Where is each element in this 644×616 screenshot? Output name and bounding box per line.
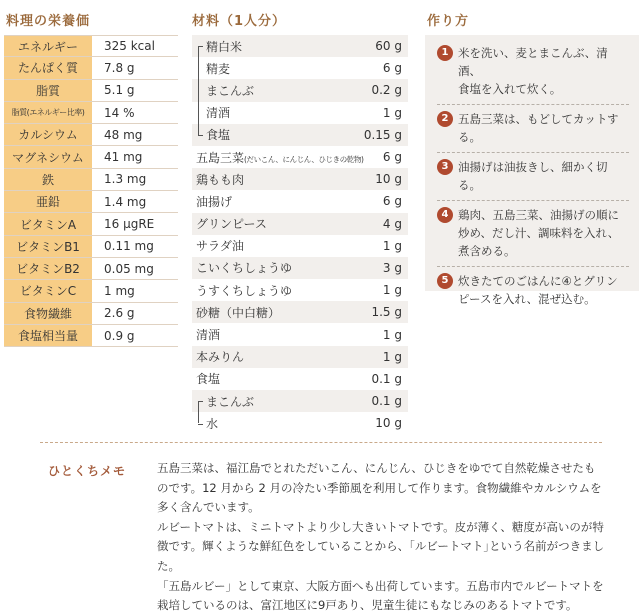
ingredient-name — [192, 304, 280, 321]
ingredient-amount: 10 g — [375, 172, 402, 187]
ingredient-name-text: 油揚げ — [196, 194, 233, 209]
ingredient-row — [192, 79, 408, 101]
nutrition-value: 16 μgRE — [104, 217, 155, 232]
nutrition-value: 48 mg — [104, 127, 143, 142]
nutrition-row — [4, 236, 178, 258]
ingredient-amount: 0.1 g — [371, 394, 402, 409]
ingredient-name-text: 砂糖（中白糖） — [196, 305, 281, 320]
nutrition-label: ビタミンB2 — [4, 258, 92, 279]
ingredient-amount: 6 g — [382, 61, 402, 76]
ingredient-amount: 6 g — [382, 194, 402, 209]
step-text-line: 炒め、だし汁、調味料を入れ、 — [458, 226, 620, 240]
ingredient-row — [192, 102, 408, 124]
nutrition-value: 7.8 g — [104, 60, 135, 75]
ingredient-amount: 1 g — [382, 105, 402, 120]
ingredient-amount: 10 g — [375, 416, 402, 431]
step-number-badge: 1 — [437, 45, 453, 61]
memo-line: 徴です。輝くような鮮紅色をしていることから、｢ルビートマト｣という名前がつきました。 — [157, 539, 605, 573]
ingredient-row — [192, 323, 408, 345]
ingredient-name-text: 水 — [206, 416, 219, 431]
ingredient-bracket — [198, 46, 199, 135]
nutrition-row — [4, 325, 178, 347]
ingredient-row — [192, 168, 408, 190]
ingredient-name-text: 五島三菜 — [196, 150, 245, 165]
nutrition-value: 41 mg — [104, 150, 143, 165]
nutrition-value: 325 kcal — [104, 39, 155, 54]
ingredient-row — [192, 213, 408, 235]
memo-line: ルビートマトは、ミニトマトより少し大きいトマトです。皮が薄く、糖度が高いのが特 — [157, 519, 604, 534]
nutrition-row — [4, 102, 178, 124]
ingredient-amount: 1 g — [382, 327, 402, 342]
nutrition-value: 5.1 g — [104, 83, 135, 98]
ingredient-name — [192, 149, 364, 166]
memo-line: 「五島ルビー」として東京、大阪方面へも出荷しています。五島市内でルビートマトを — [157, 578, 604, 593]
ingredient-note: (だいこん、にんじん、ひじきの乾物) — [244, 154, 364, 164]
ingredient-row — [192, 390, 408, 412]
memo-line: 多く含んでいます。 — [157, 500, 260, 515]
ingredient-name-text: 清酒 — [206, 106, 231, 121]
nutrition-value: 1.4 mg — [104, 194, 147, 209]
ingredient-row — [192, 368, 408, 390]
ingredient-name-text: 鶏もも肉 — [196, 172, 245, 187]
ingredient-bracket — [198, 401, 199, 423]
nutrition-heading: 料理の栄養価 — [6, 14, 91, 29]
nutrition-row — [4, 191, 178, 213]
memo-line: 栽培しているのは、富江地区に9戸あり、児童生徒にもなじみのあるトマトです。 — [157, 598, 578, 613]
memo-line: のです。12 月から 2 月の冷たい季節風を利用して作ります。食物繊維やカルシウムを — [157, 480, 602, 495]
ingredient-name-text: 本みりん — [196, 350, 245, 365]
nutrition-row — [4, 280, 178, 302]
nutrition-label: ビタミンB1 — [4, 236, 92, 257]
step-number-badge: 3 — [437, 159, 453, 175]
ingredient-row — [192, 146, 408, 168]
ingredient-name-text: 食塩 — [206, 128, 231, 143]
step-text-line: 食塩を入れて炊く。 — [458, 82, 562, 96]
ingredients-list — [192, 35, 408, 434]
nutrition-table — [4, 35, 178, 347]
step-text-line: 米を洗い、麦とまこんぶ、清酒、 — [458, 46, 608, 78]
memo-label: ひとくちメモ — [48, 464, 127, 478]
nutrition-label: 亜鉛 — [4, 191, 92, 212]
nutrition-value: 1.3 mg — [104, 172, 147, 187]
ingredient-name — [192, 237, 244, 254]
nutrition-value: 0.05 mg — [104, 261, 154, 276]
nutrition-label: エネルギー — [4, 36, 92, 56]
ingredient-name-text: うすくちしょうゆ — [196, 283, 293, 298]
ingredient-amount: 1.5 g — [371, 305, 402, 320]
nutrition-row — [4, 57, 178, 79]
ingredient-name — [192, 326, 220, 343]
ingredient-name-text: 精麦 — [206, 61, 231, 76]
step-text-line: 炊きたてのごはんに④とグリン — [458, 274, 618, 288]
nutrition-label: 食物繊維 — [4, 303, 92, 324]
nutrition-row — [4, 80, 178, 102]
section-divider — [40, 442, 602, 443]
nutrition-label: 鉄 — [4, 169, 92, 190]
ingredient-row — [192, 124, 408, 146]
ingredients-heading: 材料（1人分） — [192, 14, 287, 29]
nutrition-row — [4, 213, 178, 235]
nutrition-value: 2.6 g — [104, 306, 135, 321]
ingredient-name — [192, 82, 254, 99]
ingredient-name-text: サラダ油 — [196, 239, 244, 254]
nutrition-row — [4, 35, 178, 57]
ingredient-amount: 1 g — [382, 238, 402, 253]
ingredient-bracket-tick — [198, 424, 203, 425]
ingredient-row — [192, 235, 408, 257]
ingredient-row — [192, 190, 408, 212]
ingredient-amount: 6 g — [382, 150, 402, 165]
nutrition-label: 脂質 — [4, 80, 92, 101]
nutrition-value: 1 mg — [104, 283, 135, 298]
step-text-line: 五島三菜は、もどしてカットする。 — [458, 112, 619, 144]
nutrition-label: マグネシウム — [4, 146, 92, 167]
ingredient-name — [192, 171, 244, 188]
ingredient-amount: 0.15 g — [363, 127, 402, 142]
ingredient-bracket-tick — [198, 401, 203, 402]
nutrition-label: 食塩相当量 — [4, 325, 92, 346]
ingredient-amount: 0.1 g — [371, 371, 402, 386]
step-text-line: 煮含める。 — [458, 244, 516, 258]
step-text-line: 油揚げは油抜きし、細かく切る。 — [458, 160, 608, 192]
nutrition-label: たんぱく質 — [4, 57, 92, 78]
ingredient-amount: 0.2 g — [371, 83, 402, 98]
step-text-line: ピースを入れ、混ぜ込む。 — [458, 292, 596, 306]
method-steps — [425, 35, 639, 306]
step-text — [458, 44, 629, 98]
step-number-badge: 2 — [437, 111, 453, 127]
ingredient-name — [192, 348, 244, 365]
method-step — [437, 267, 629, 314]
ingredient-name — [192, 415, 218, 432]
step-number-badge: 4 — [437, 207, 453, 223]
ingredient-name-text: こいくちしょうゆ — [196, 261, 293, 276]
step-text — [458, 110, 629, 146]
nutrition-value: 0.11 mg — [104, 239, 154, 254]
method-step — [437, 201, 629, 267]
ingredient-amount: 60 g — [375, 39, 402, 54]
nutrition-row — [4, 124, 178, 146]
ingredient-row — [192, 301, 408, 323]
nutrition-row — [4, 146, 178, 168]
ingredient-row — [192, 35, 408, 57]
step-text — [458, 158, 629, 194]
ingredient-bracket-tick — [198, 135, 203, 136]
ingredient-row — [192, 257, 408, 279]
nutrition-row — [4, 169, 178, 191]
memo-text — [157, 459, 607, 616]
ingredient-name — [192, 370, 220, 387]
ingredient-row — [192, 412, 408, 434]
nutrition-label: ビタミンC — [4, 280, 92, 301]
method-heading: 作り方 — [427, 14, 470, 29]
ingredient-amount: 4 g — [382, 216, 402, 231]
ingredient-name-text: 精白米 — [206, 39, 243, 54]
ingredient-name — [192, 259, 292, 276]
ingredient-name — [192, 282, 292, 299]
step-text — [458, 272, 629, 308]
nutrition-label: 脂質(エネルギー比率) — [4, 102, 92, 123]
step-text-line: 鶏肉、五島三菜、油揚げの順に — [458, 208, 619, 222]
step-text — [458, 206, 629, 260]
ingredient-row — [192, 57, 408, 79]
nutrition-row — [4, 258, 178, 280]
method-step — [437, 153, 629, 201]
ingredient-amount: 1 g — [382, 283, 402, 298]
method-step — [437, 105, 629, 153]
ingredient-name-text: 食塩 — [196, 372, 221, 387]
nutrition-value: 0.9 g — [104, 328, 135, 343]
ingredient-name-text: グリンピース — [196, 217, 267, 232]
ingredient-name — [192, 215, 267, 232]
nutrition-row — [4, 303, 178, 325]
memo-line: 五島三菜は、福江島でとれただいこん、にんじん、ひじきをゆでて自然乾燥させたも — [157, 461, 596, 475]
step-number-badge: 5 — [437, 273, 453, 289]
ingredient-name-text: まこんぶ — [206, 394, 255, 409]
ingredient-row — [192, 279, 408, 301]
ingredient-name-text: まこんぶ — [206, 83, 255, 98]
nutrition-value: 14 % — [104, 105, 135, 120]
method-step — [437, 39, 629, 105]
ingredient-bracket-tick — [198, 46, 203, 47]
ingredient-amount: 3 g — [382, 260, 402, 275]
ingredient-row — [192, 346, 408, 368]
nutrition-label: ビタミンA — [4, 213, 92, 234]
ingredient-amount: 1 g — [382, 349, 402, 364]
nutrition-label: カルシウム — [4, 124, 92, 145]
ingredient-name-text: 清酒 — [196, 328, 221, 343]
ingredient-name — [192, 193, 232, 210]
